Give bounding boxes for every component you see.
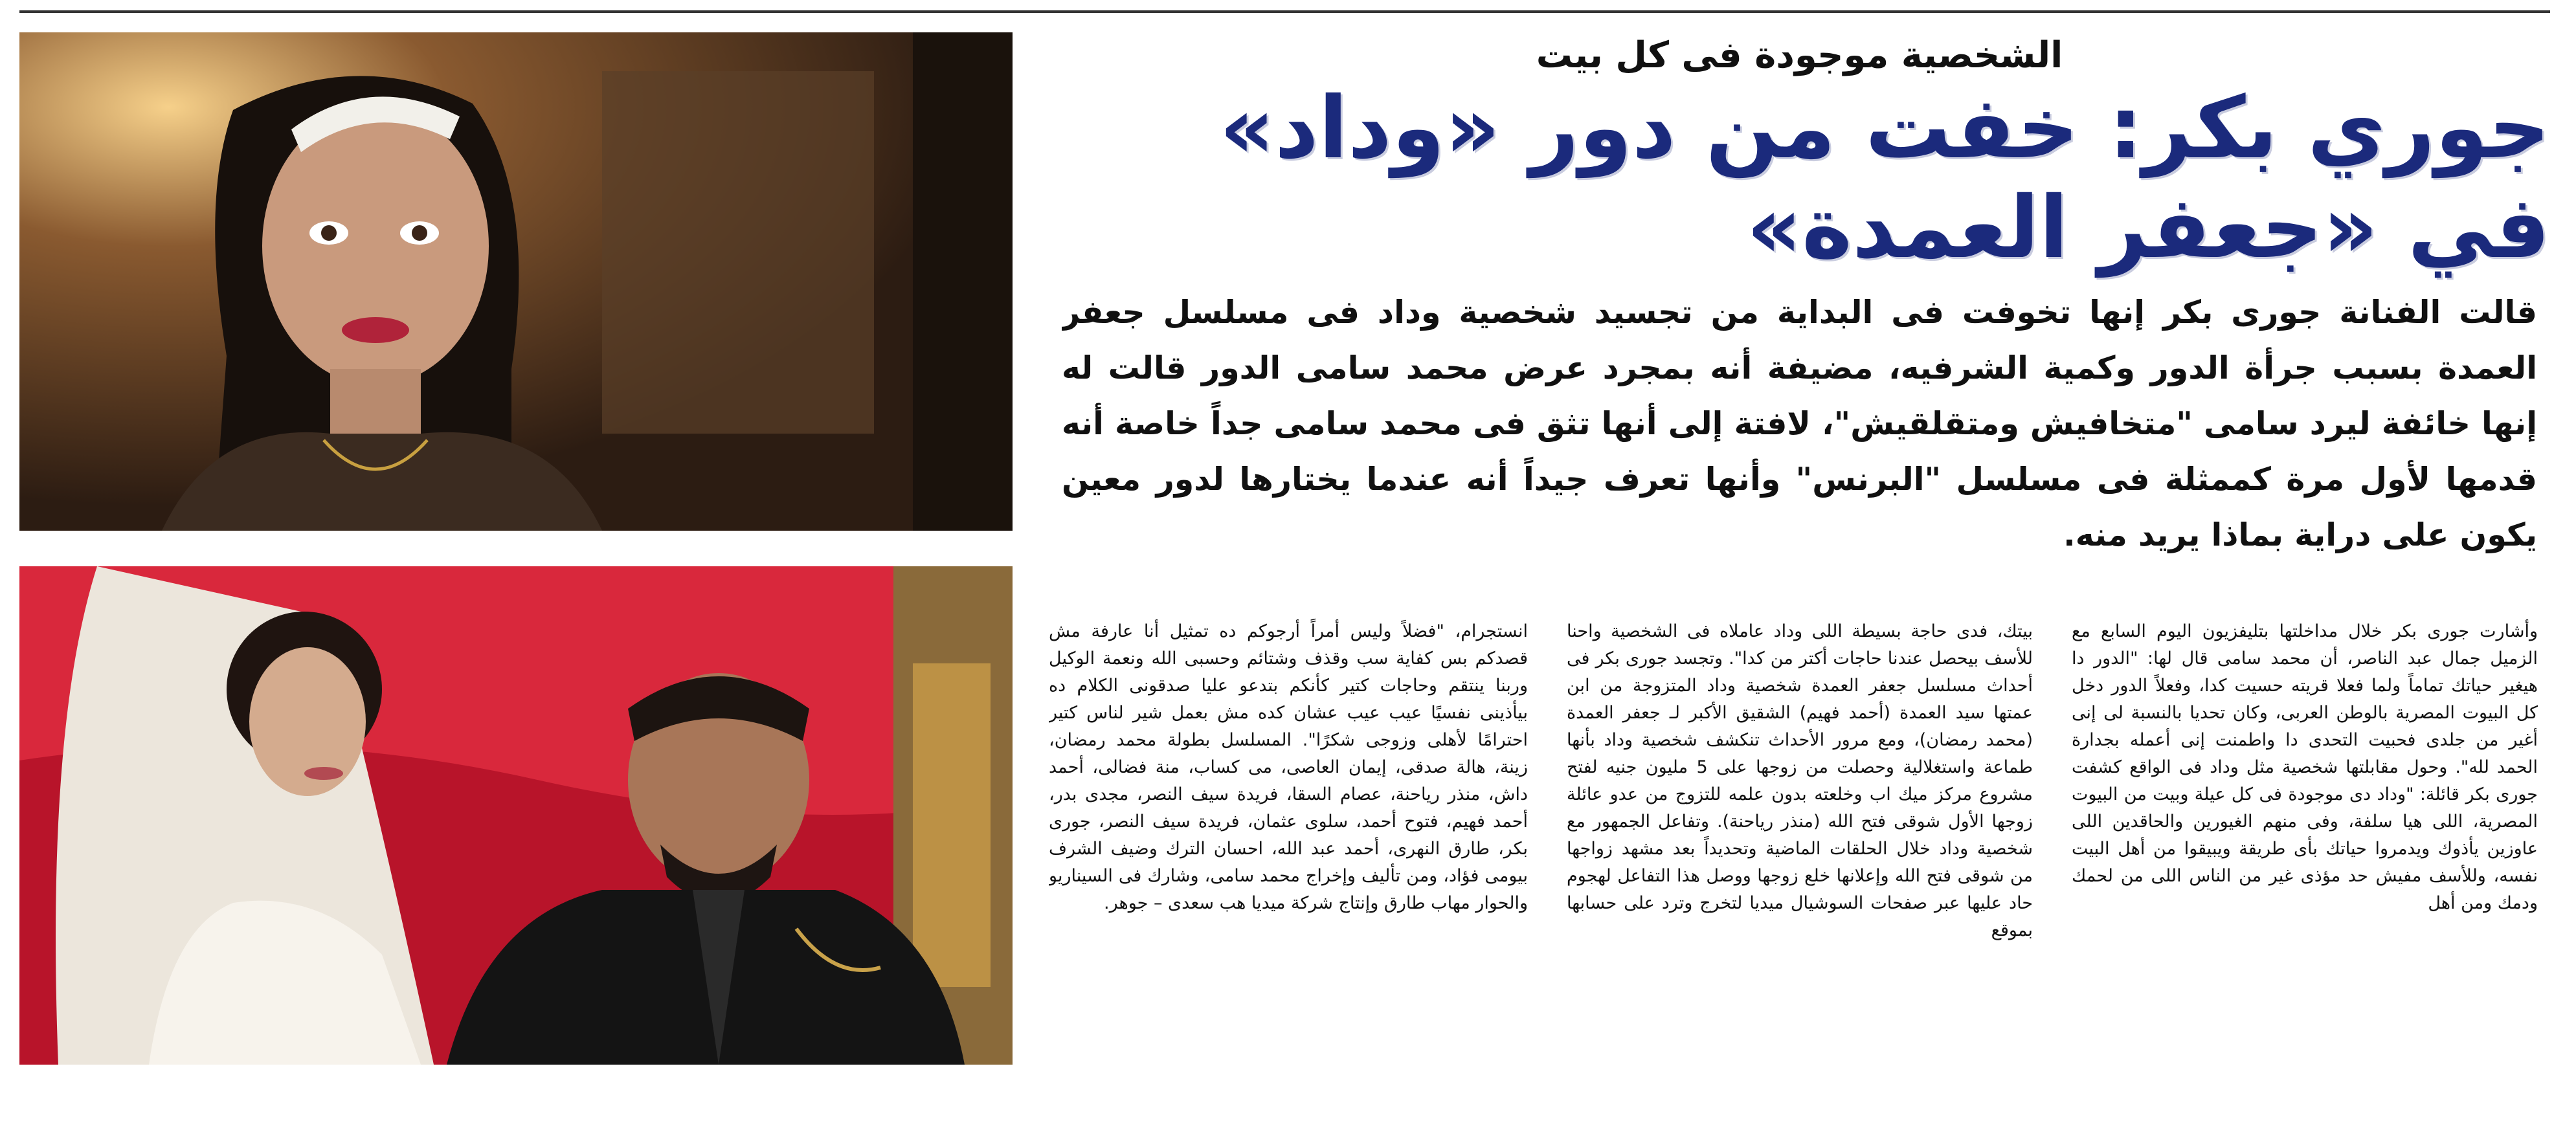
- article-column-1: وأشارت جورى بكر خلال مداخلتها بتليفزيون اليوم السابع مع الزميل جمال عبد الناصر، أن محمد سامى قال لها: "الدور دا هيغير حياتك تماماً ولما فعلا قريته حسيت كدا، وفعلاً الدور دخل كل البيوت المصرية بالوطن العربى، وكان تحديا بالنسبة لى إنى أغير من جلدى فحبيت التحدى دا واطمنت إنى أعمله بجدارة الحمد لله". وحول مقابلتها شخصية مثل وداد فى الواقع كشفت جورى بكر قائلة: "وداد دى موجودة فى كل عيلة وبيت من البيوت المصرية، اللى هيا سلفة، وفى منهم الغيورين والحاقدين اللى عاوزين يأذوك ويدمروا حياتك بأى طريقة ويبيقوا من أهل البيت نفسه، وللأسف مفيش حد مؤذى غير من الناس اللى من لحمك ودمك ومن أهل: [2072, 621, 2538, 913]
- article-column-2: بيتك، فدى حاجة بسيطة اللى وداد عاملاه فى الشخصية واحنا للأسف بيحصل عندنا حاجات أكتر من كدا". وتجسد جورى بكر فى أحداث مسلسل جعفر العمدة شخصية وداد المتزوجة من ابن عمتها سيد العمدة (أحمد فهيم) الشقيق الأكبر لـ جعفر العمدة (محمد رمضان)، ومع مرور الأحداث تنكشف شخصية وداد بأنها طماعة واستغلالية وحصلت من زوجها على 5 مليون جنيه لفتح مشروع مركز ميك اب وخلعته بدون علمه للتزوج من عدو عائلة زوجها الأول شوقى فتح الله (منذر رياحنة). وتفاعل الجمهور مع شخصية وداد خلال الحلقات الماضية وتحديداً بعد مشهد زواجها من شوقى فتح الله وإعلانها خلع زوجها ووصل هذا التفاعل لهجوم حاد عليها عبر صفحات السوشيال ميديا لتخرج وترد على حسابها بموقع: [1567, 621, 2033, 940]
- wedding-scene-photo: [19, 566, 1013, 1065]
- article-headline: جوري بكر: خفت من دور «وداد» في «جعفر العمدة»: [1219, 78, 2550, 278]
- article-column-3: انستجرام، "فضلاً وليس أمراً أرجوكم ده تمثيل أنا عارفة مش قصدكم بس كفاية سب وقذف وشتائم وحسبى الله ونعمة الوكيل وربنا ينتقم وحاجات كتير كأنكم بتدعو عليا صدقونى الكلام ده بيأذينى نفسيًا عيب عيب عشان كده مش بعمل شير لناس كتير احترامًا لأهلى وزوجى شكرًا". المسلسل بطولة محمد رمضان، زينة، هالة صدقى، إيمان العاصى، مى كساب، منة فضالى، أحمد داش، منذر رياحنة، عصام السقا، فريدة سيف النصر، مجدى بدر، أحمد فهيم، فتوح أحمد، سلوى عثمان، فريدة سيف النصر، جورى بكر، طارق النهرى، أحمد عبد الله، احسان الترك وضيف الشرف بيومى فؤاد، ومن تأليف وإخراج محمد سامى، وشارك فى السيناريو والحوار مهاب طارق وإنتاج شركة ميديا هب سعدى – جوهر.: [1049, 621, 1528, 913]
- top-rule: [19, 10, 2550, 13]
- actress-portrait-photo: [19, 32, 1013, 531]
- article-kicker: الشخصية موجودة فى كل بيت: [1536, 34, 2063, 76]
- article-lead-paragraph: قالت الفنانة جورى بكر إنها تخوفت فى البداية من تجسيد شخصية وداد فى مسلسل جعفر العمدة بسبب جرأة الدور وكمية الشرفيه، مضيفة أنه بمجرد عرض محمد سامى الدور قالت له إنها خائفة ليرد سامى "متخافيش ومتقلقيش"، لافتة إلى أنها تثق فى محمد سامى جداً خاصة أنه قدمها لأول مرة كممثلة فى مسلسل "البرنس" وأنها تعرف جيداً أنه عندما يختارها لدور معين يكون على دراية بماذا يريد منه.: [1062, 294, 2537, 553]
